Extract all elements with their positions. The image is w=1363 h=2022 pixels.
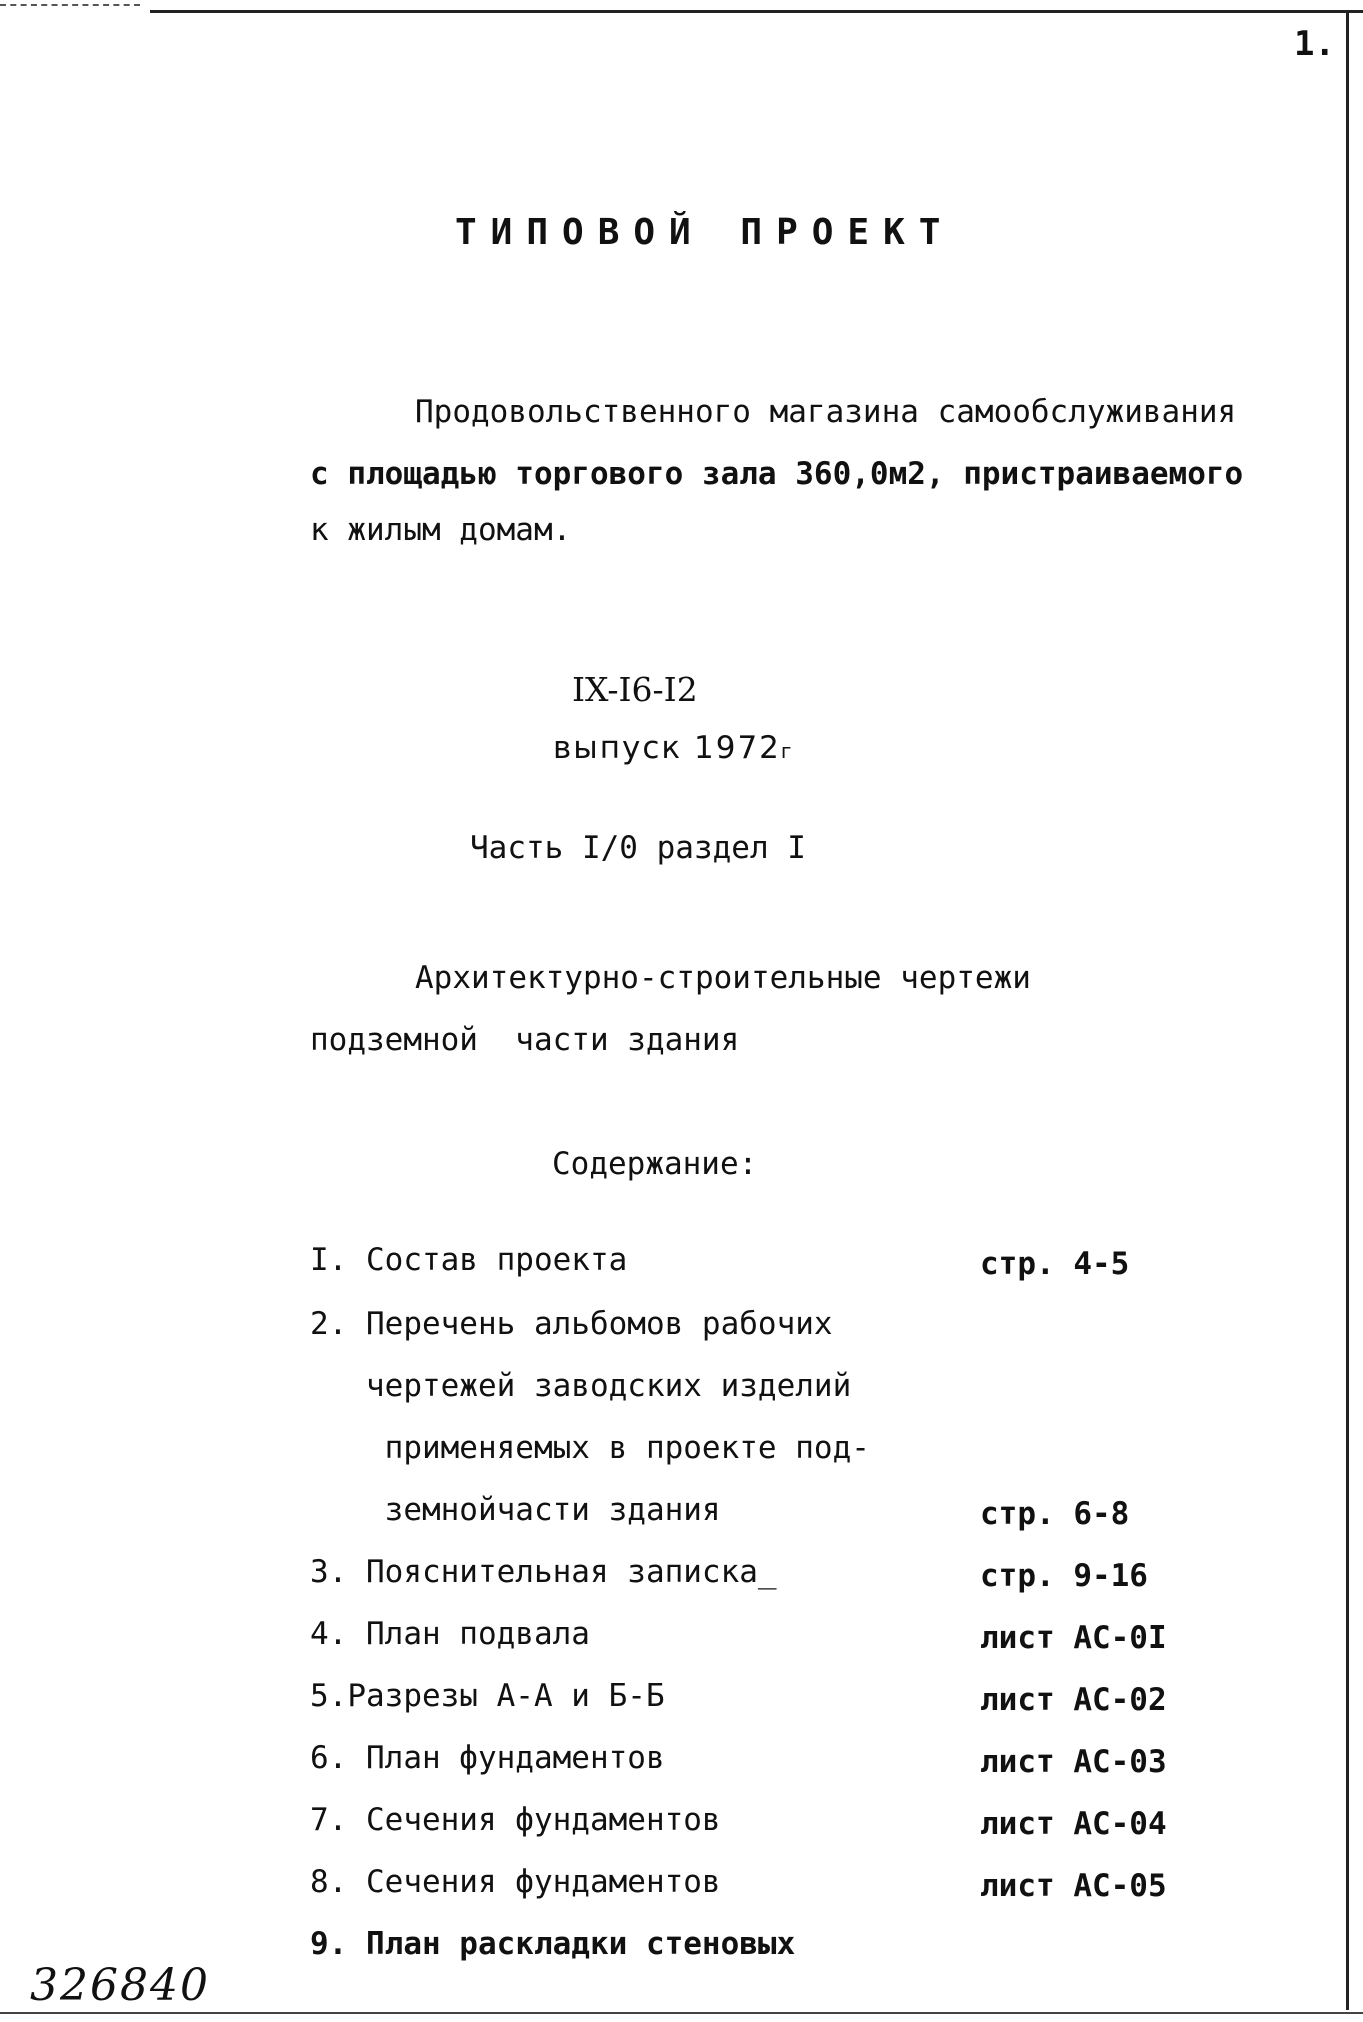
page-number: 1.	[1294, 24, 1335, 64]
description-line-2: с площадью торгового зала 360,0м2, пристраиваемого	[310, 456, 1244, 492]
toc-item-ref: стр. 9-16	[980, 1558, 1148, 1594]
description-line-3: к жилым домам.	[310, 512, 572, 548]
frame-bottom-line	[0, 2012, 1363, 2014]
toc-item-title-line: применяемых в проекте под-	[310, 1430, 870, 1466]
toc-item-title: 5.Разрезы А-А и Б-Б	[310, 1678, 665, 1714]
toc-item-title: 9. План раскладки стеновых	[310, 1926, 796, 1962]
toc-item	[310, 1802, 1190, 1862]
toc-item	[310, 1242, 1190, 1302]
toc-item-title-line: чертежей заводских изделий	[310, 1368, 852, 1404]
toc-item	[310, 1740, 1190, 1800]
toc-item-ref: стр. 4-5	[980, 1246, 1130, 1282]
toc-item	[310, 1306, 1190, 1546]
toc-item-ref: лист АС-05	[980, 1868, 1167, 1904]
issue-year-suffix: г	[780, 739, 794, 763]
toc-item	[310, 1864, 1190, 1924]
part-section-line: Часть I/0 раздел I	[470, 830, 806, 866]
project-code: IX-I6-I2	[572, 670, 698, 709]
toc-item-title: 8. Сечения фундаментов	[310, 1864, 721, 1900]
toc-item	[310, 1678, 1190, 1738]
toc-item-title-line: 2. Перечень альбомов рабочих	[310, 1306, 833, 1342]
description-line-1: Продовольственного магазина самообслуживания	[415, 394, 1237, 430]
inventory-number-stamp: 326840	[30, 1960, 210, 2011]
toc-item-title-line: земнойчасти здания	[310, 1492, 721, 1528]
toc-item-title: 6. План фундаментов	[310, 1740, 665, 1776]
issue-label: выпуск	[553, 730, 683, 766]
section-title-line-1: Архитектурно-строительные чертежи	[415, 960, 1031, 996]
contents-heading: Содержание:	[552, 1146, 758, 1182]
frame-right-line	[1346, 10, 1349, 2010]
toc-item	[310, 1926, 1190, 1986]
toc-item	[310, 1616, 1190, 1676]
toc-item-ref: лист АС-0I	[980, 1620, 1167, 1656]
toc-item-title: 4. План подвала	[310, 1616, 590, 1652]
toc-item	[310, 1554, 1190, 1614]
toc-item-ref: стр. 6-8	[980, 1496, 1130, 1532]
toc-item-title: 3. Пояснительная записка_	[310, 1554, 777, 1590]
issue-line	[553, 730, 793, 766]
frame-top-dashed-line	[0, 4, 140, 6]
issue-year: 1972	[694, 730, 781, 766]
toc-item-ref: лист АС-04	[980, 1806, 1167, 1842]
toc-item-ref: лист АС-02	[980, 1682, 1167, 1718]
toc-item-ref: лист АС-03	[980, 1744, 1167, 1780]
toc-item-title: 7. Сечения фундаментов	[310, 1802, 721, 1838]
section-title-line-2: подземной части здания	[310, 1022, 740, 1058]
toc-item-title: I. Состав проекта	[310, 1242, 628, 1278]
frame-top-line	[150, 10, 1363, 13]
document-title: ТИПОВОЙ ПРОЕКТ	[455, 212, 955, 253]
